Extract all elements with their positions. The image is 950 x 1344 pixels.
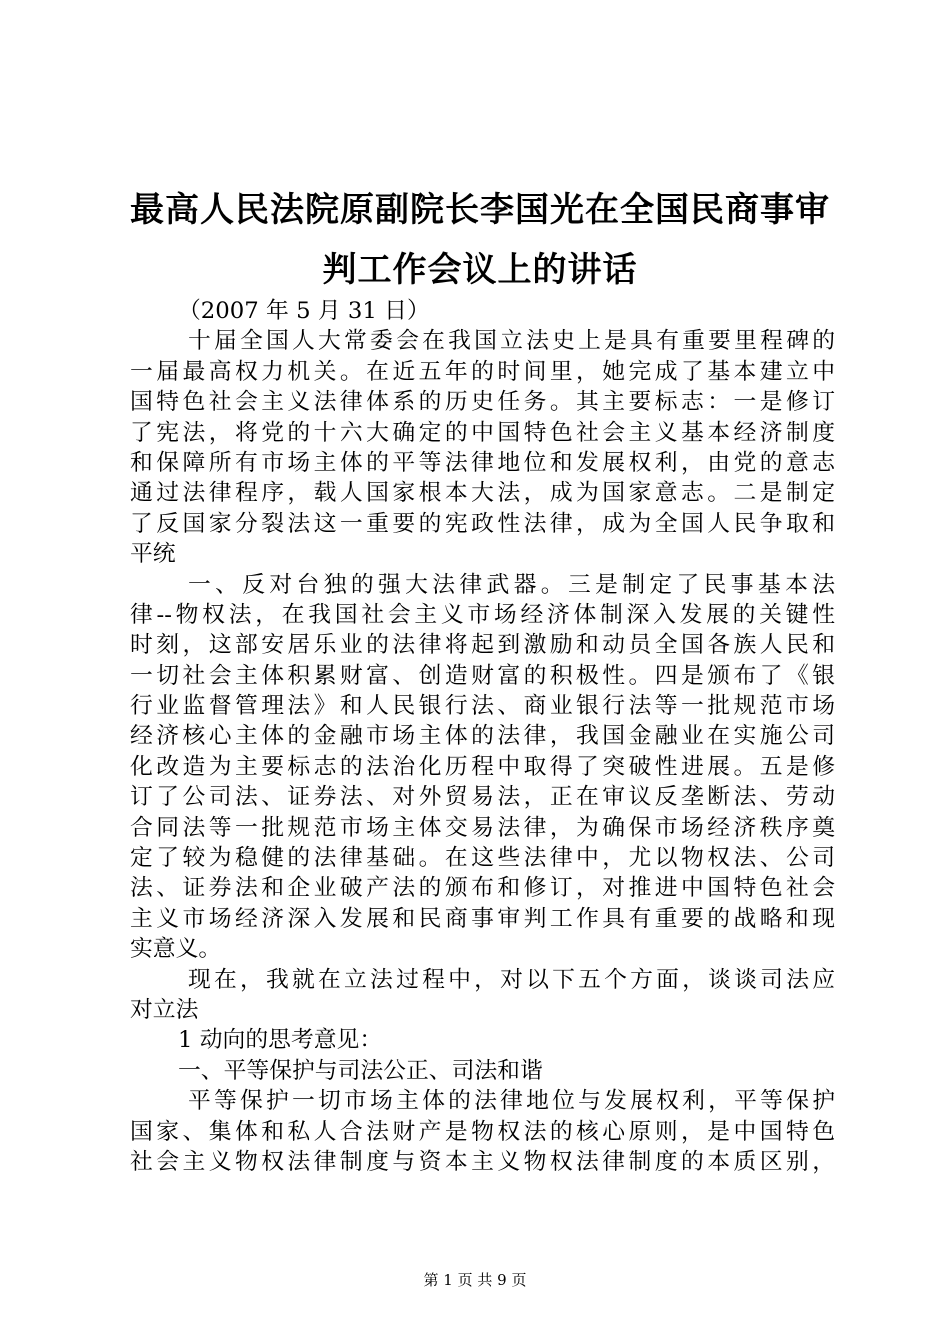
text-line: 1 动向的思考意见：: [178, 1027, 383, 1054]
text-line: 主义市场经济深入发展和民商事审判工作具有重要的战略和现: [130, 905, 835, 932]
text-line: 平统: [130, 541, 176, 568]
text-line: 化改造为主要标志的法治化历程中取得了突破性进展。五是修: [130, 753, 835, 780]
document-body: [130, 296, 835, 1177]
text-line: 平等保护一切市场主体的法律地位与发展权利，平等保护: [188, 1088, 835, 1115]
date-line: （2007 年 5 月 31 日）: [178, 298, 430, 324]
title-line-2: 判工作会议上的讲话: [322, 250, 638, 290]
page-number: 第 1 页 共 9 页: [423, 1271, 527, 1289]
text-line: 经济核心主体的金融市场主体的法律，我国金融业在实施公司: [130, 723, 835, 750]
text-line: 了宪法，将党的十六大确定的中国特色社会主义基本经济制度: [130, 419, 835, 446]
text-line: 了反国家分裂法这一重要的宪政性法律，成为全国人民争取和: [130, 510, 835, 537]
text-line: 国家、集体和私人合法财产是物权法的核心原则，是中国特色: [130, 1118, 835, 1145]
text-line: 时刻，这部安居乐业的法律将起到激励和动员全国各族人民和: [130, 632, 835, 659]
text-line: 十届全国人大常委会在我国立法史上是具有重要里程碑的: [188, 328, 835, 355]
text-line: 对立法: [130, 996, 199, 1023]
text-line: 和保障所有市场主体的平等法律地位和发展权利，由党的意志: [130, 449, 835, 476]
text-line: 行业监督管理法》和人民银行法、商业银行法等一批规范市场: [130, 693, 835, 720]
text-line: 国特色社会主义法律体系的历史任务。其主要标志：一是修订: [130, 389, 835, 416]
text-line: 一、反对台独的强大法律武器。三是制定了民事基本法: [188, 571, 835, 598]
text-line: 实意义。: [130, 936, 222, 963]
text-line: 合同法等一批规范市场主体交易法律，为确保市场经济秩序奠: [130, 814, 835, 841]
text-line: 通过法律程序，载人国家根本大法，成为国家意志。二是制定: [130, 480, 835, 507]
title-line-1: 最高人民法院原副院长李国光在全国民商事审: [130, 190, 830, 230]
text-line: 一届最高权力机关。在近五年的时间里，她完成了基本建立中: [130, 358, 835, 385]
text-line: 法、证券法和企业破产法的颁布和修订，对推进中国特色社会: [130, 875, 835, 902]
text-line: 现在，我就在立法过程中，对以下五个方面，谈谈司法应: [188, 966, 835, 993]
text-line: 律--物权法，在我国社会主义市场经济体制深入发展的关键性: [130, 601, 835, 628]
section-heading: 一、平等保护与司法公正、司法和谐: [178, 1057, 543, 1084]
text-line: 定了较为稳健的法律基础。在这些法律中，尤以物权法、公司: [130, 845, 835, 872]
text-line: 订了公司法、证券法、对外贸易法，正在审议反垄断法、劳动: [130, 784, 835, 811]
text-line: 一切社会主体积累财富、创造财富的积极性。四是颁布了《银: [130, 662, 835, 689]
text-line: 社会主义物权法律制度与资本主义物权法律制度的本质区别，: [130, 1148, 835, 1175]
page-footer: [0, 1270, 950, 1290]
